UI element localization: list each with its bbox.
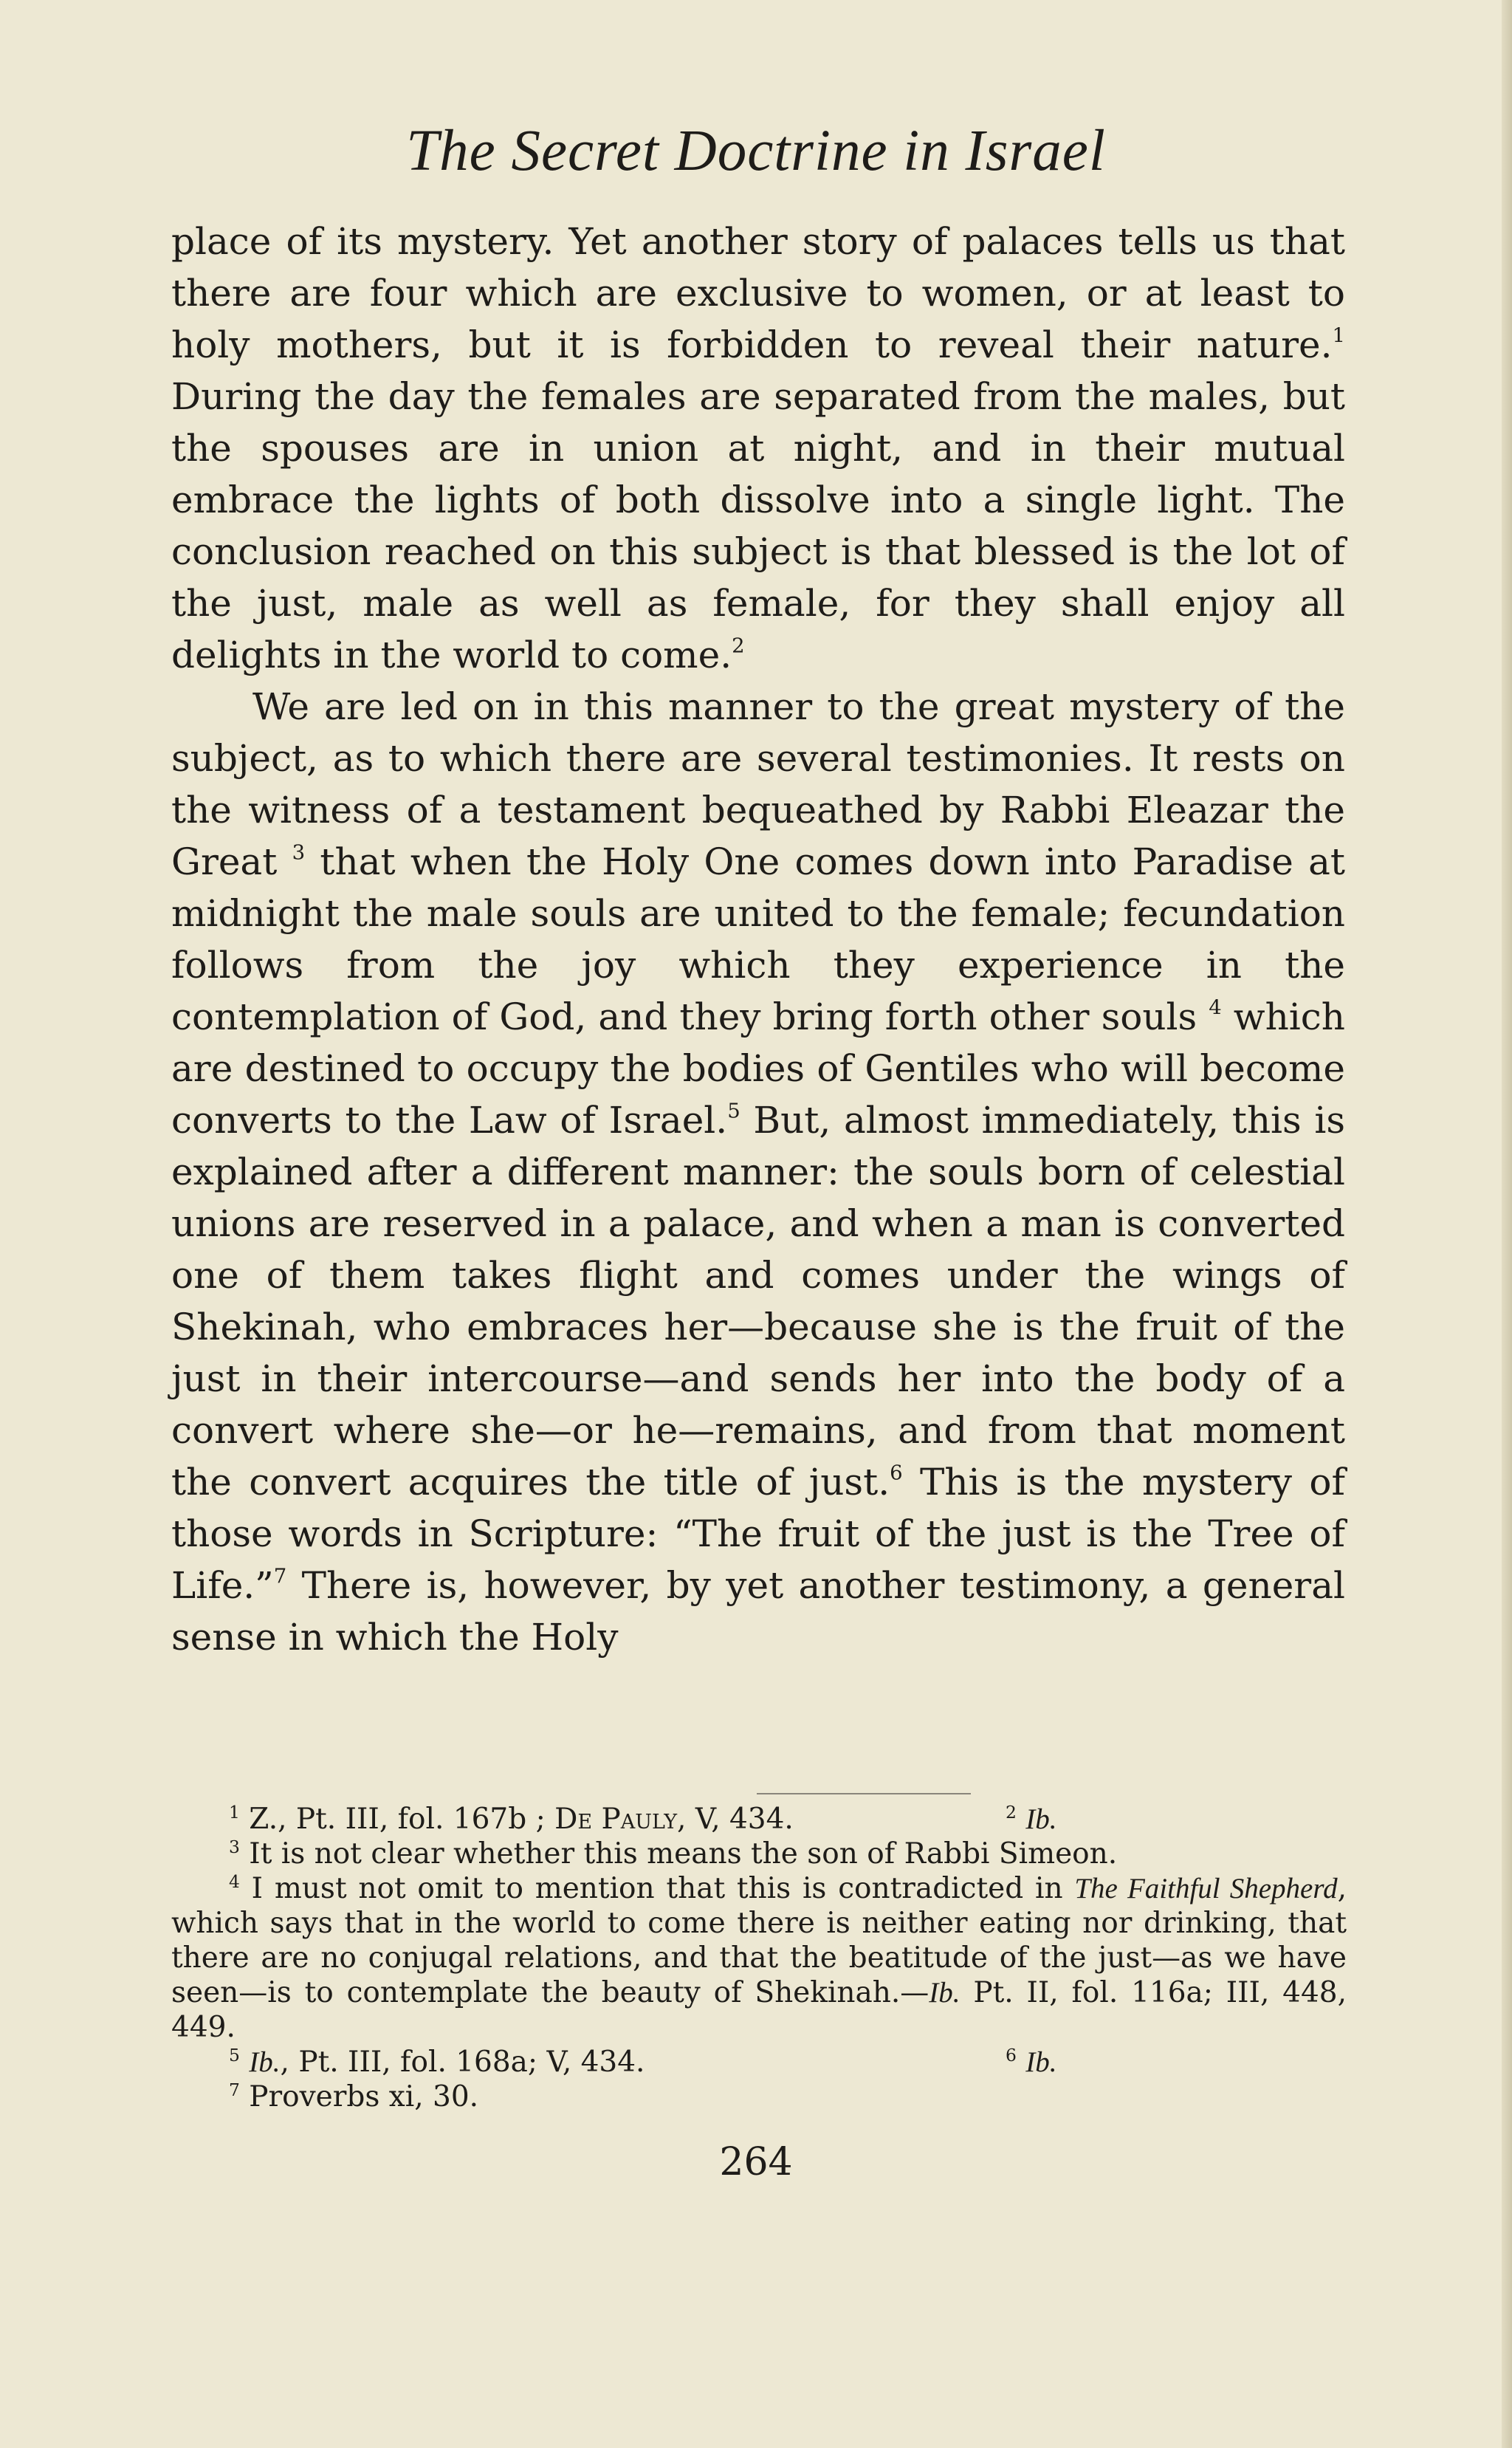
footnote-ref[interactable]: 1 [1332, 323, 1345, 348]
footnote-ref[interactable]: 5 [727, 1099, 740, 1123]
footnote-ref[interactable]: 3 [292, 840, 306, 865]
ibid-abbrev: Ib. [1025, 1803, 1057, 1835]
footnote-6 [1006, 2045, 1057, 2080]
footnote-text: , Pt. III, fol. 168a; V, 434. [280, 2046, 645, 2079]
footnotes [171, 1802, 1347, 2114]
footnote-5 [229, 2045, 1006, 2080]
author-name: De Pauly [554, 1803, 678, 1836]
ibid-abbrev: Ib. [249, 2046, 281, 2078]
text-run: We are led on in this manner to the great mystery of the subject, as to which there are several testimonies. It rests on the witness of a testament bequeathed by Rabbi Eleazar the Great [171, 685, 1345, 883]
ibid-abbrev: Ib. [1025, 2046, 1057, 2078]
page-edge [1502, 0, 1512, 2448]
text-run: But, almost immediately, this is explained after a different manner: the souls born of celestial unions are reserved in a palace, and when a man is converted one of them takes flight and comes under the wings of Shekinah, who embraces her—because she is the fruit of the just in their intercourse—and sends her into the body of a convert where she—or he—remains, and from that moment the convert acquires the title of just. [171, 1099, 1345, 1504]
book-title: The Faithful Shepherd [1074, 1873, 1338, 1904]
footnote-row [171, 2045, 1347, 2080]
footnote-3 [171, 1837, 1347, 1871]
footnote-number: 6 [1006, 2044, 1017, 2065]
footnote-number: 2 [1006, 1801, 1017, 1823]
footnote-number: 5 [229, 2044, 240, 2065]
running-header: The Secret Doctrine in Israel [406, 119, 1106, 183]
footnote-1 [229, 1802, 1006, 1837]
footnote-ref[interactable]: 6 [890, 1461, 903, 1485]
footnote-number: 7 [229, 2079, 240, 2100]
text-run: that when the Holy One comes down into Paradise at midnight the male souls are united to the female; fecundation follows from the joy which they experience in the contemplation of God, and they bring forth other souls [171, 840, 1346, 1038]
text-run: This is the mystery of those words in Scripture: “The fruit of the just is the Tree of Life.” [171, 1461, 1345, 1607]
footnote-text: Proverbs xi, 30. [239, 2080, 479, 2113]
footnote-text: Z., Pt. III, fol. 167b ; [239, 1803, 555, 1836]
footnote-7 [171, 2080, 1347, 2114]
footnote-text: , V, 434. [677, 1803, 794, 1836]
footnote-4 [171, 1871, 1347, 2045]
footnote-number: 4 [229, 1871, 240, 1892]
footnote-number: 1 [229, 1801, 240, 1823]
footnote-text: Pt. II, fol. 116a; III, 448, 449. [171, 1976, 1347, 2044]
body-text [171, 216, 1345, 1663]
footnote-ref[interactable]: 4 [1209, 995, 1222, 1020]
footnote-text: , which says that in the world to come there is neither eating nor drinking, that there are no conjugal relations, and that the beatitude of the just—as we have seen—is to contemplate the beauty of Shekinah.— [171, 1872, 1347, 2009]
ibid-abbrev: Ib. [929, 1977, 961, 2009]
paragraph [171, 216, 1345, 681]
footnote-ref[interactable]: 7 [273, 1564, 287, 1588]
footnote-rule [757, 1793, 971, 1794]
footnote-2 [1006, 1802, 1057, 1837]
text-run: place of its mystery. Yet another story of palaces tells us that there are four which are exclusive to women, or at least to holy mothers, but it is forbidden to reveal their nature. [171, 220, 1345, 366]
text-run: There is, however, by yet another testimony, a general sense in which the Holy [171, 1564, 1345, 1659]
footnote-number: 3 [229, 1836, 240, 1857]
page-number: 264 [719, 2140, 793, 2184]
paragraph [171, 681, 1345, 1663]
footnote-text: I must not omit to mention that this is contradicted in [239, 1872, 1075, 1905]
text-run: which are destined to occupy the bodies of Gentiles who will become converts to the Law of Israel. [171, 995, 1346, 1142]
text-run: During the day the females are separated from the males, but the spouses are in union at night, and in their mutual embrace the lights of both dissolve into a single light. The conclusion reached on this subject is that blessed is the lot of the just, male as well as female, for they shall enjoy all delights in the world to come. [171, 375, 1345, 676]
footnote-text: It is not clear whether this means the son of Rabbi Simeon. [239, 1837, 1118, 1871]
footnote-row [171, 1802, 1347, 1837]
footnote-ref[interactable]: 2 [732, 634, 745, 658]
